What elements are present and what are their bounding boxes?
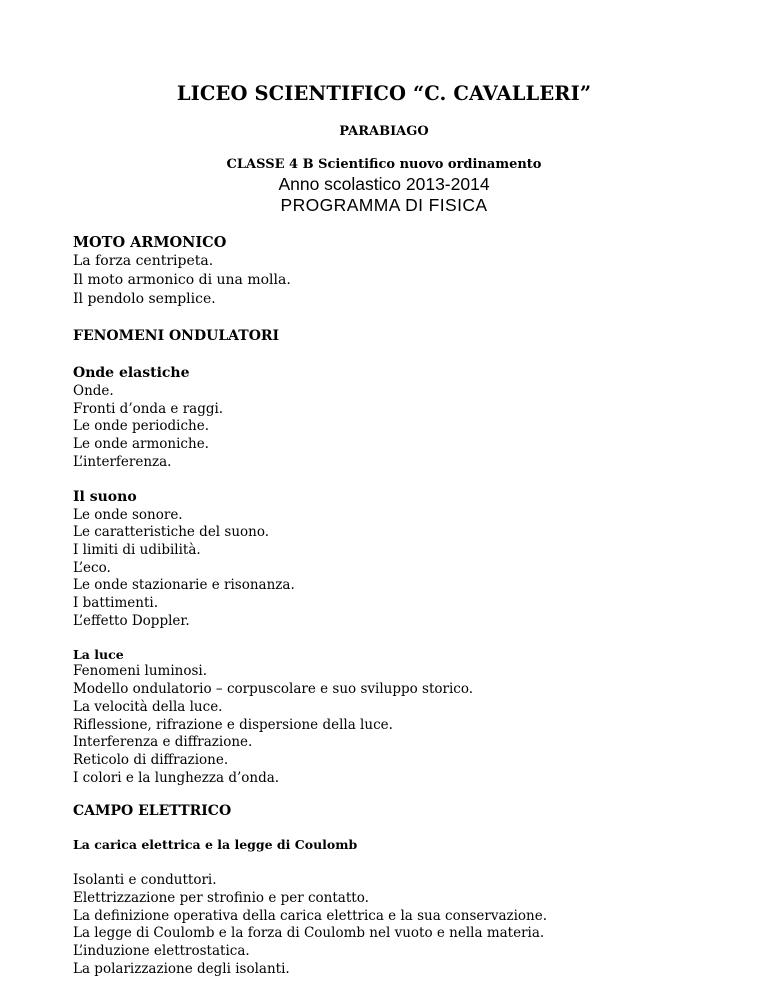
subsection-title-onde-elastiche: Onde elastiche <box>73 365 190 381</box>
list-item: Il pendolo semplice. <box>73 291 216 307</box>
list-item: Reticolo di diffrazione. <box>73 751 229 768</box>
list-item: Le onde armoniche. <box>73 436 209 453</box>
list-item: Le onde stazionarie e risonanza. <box>73 577 295 594</box>
class-line: CLASSE 4 B Scientifico nuovo ordinamento <box>226 157 542 172</box>
subsection-title-carica-elettrica: La carica elettrica e la legge di Coulomb <box>73 837 358 853</box>
section-title-fenomeni-ondulatori: FENOMENI ONDULATORI <box>73 328 280 344</box>
section-title-campo-elettrico: CAMPO ELETTRICO <box>73 803 232 820</box>
list-item: Modello ondulatorio – corpuscolare e suo sviluppo storico. <box>73 681 474 698</box>
list-item: Elettrizzazione per strofinio e per contatto. <box>73 890 369 907</box>
list-item: Le onde sonore. <box>73 506 183 523</box>
list-item: Fenomeni luminosi. <box>73 663 208 680</box>
program-title: PROGRAMMA DI FISICA <box>280 195 488 215</box>
list-item: Riflessione, rifrazione e dispersione della luce. <box>73 716 393 733</box>
list-item: L’induzione elettrostatica. <box>73 943 250 960</box>
program-content <box>73 233 713 979</box>
list-item: Isolanti e conduttori. <box>73 872 217 889</box>
list-item: Le caratteristiche del suono. <box>73 524 270 541</box>
list-item: Le onde periodiche. <box>73 418 210 435</box>
list-item: La forza centripeta. <box>73 253 214 269</box>
school-year: Anno scolastico 2013-2014 <box>278 174 490 194</box>
school-title: LICEO SCIENTIFICO “C. CAVALLERI” <box>176 82 592 105</box>
list-item: I colori e la lunghezza d’onda. <box>73 769 280 786</box>
list-item: L’eco. <box>73 559 111 576</box>
list-item: L’interferenza. <box>73 453 172 470</box>
section-title-moto-armonico: MOTO ARMONICO <box>73 234 227 251</box>
list-item: L’effetto Doppler. <box>73 612 190 629</box>
list-item: La velocità della luce. <box>73 698 223 715</box>
list-item: La polarizzazione degli isolanti. <box>73 960 290 977</box>
list-item: Il moto armonico di una molla. <box>73 272 291 288</box>
subsection-title-la-luce: La luce <box>73 647 124 663</box>
list-item: Fronti d’onda e raggi. <box>73 400 224 417</box>
list-item: I limiti di udibilità. <box>73 541 201 558</box>
school-city: PARABIAGO <box>339 124 429 139</box>
list-item: La definizione operativa della carica elettrica e la sua conservazione. <box>73 907 548 924</box>
list-item: I battimenti. <box>73 595 159 612</box>
list-item: Onde. <box>73 383 114 399</box>
subsection-title-il-suono: Il suono <box>73 488 137 505</box>
list-item: La legge di Coulomb e la forza di Coulomb nel vuoto e nella materia. <box>73 925 545 942</box>
list-item: Interferenza e diffrazione. <box>73 734 253 751</box>
